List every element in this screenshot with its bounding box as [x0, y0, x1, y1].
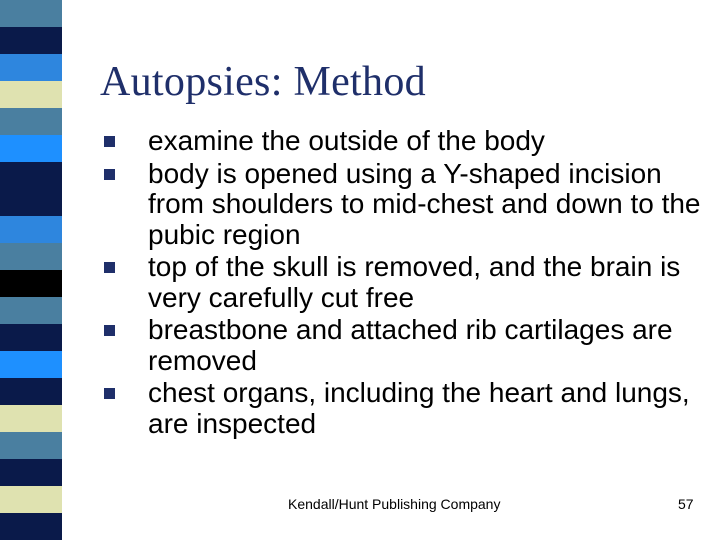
bullet-item [104, 159, 704, 251]
bullet-text: chest organs, including the heart and lungs, are inspected [148, 377, 690, 439]
bullet-item [104, 315, 704, 376]
stripe-block [0, 135, 62, 162]
stripe-block [0, 189, 62, 216]
stripe-block [0, 216, 62, 243]
stripe-block [0, 378, 62, 405]
stripe-block [0, 432, 62, 459]
stripe-block [0, 486, 62, 513]
bullet-text: body is opened using a Y-shaped incision from shoulders to mid-chest and down to the pubic region [148, 157, 701, 250]
bullet-text: examine the outside of the body [148, 125, 545, 156]
stripe-block [0, 162, 62, 189]
bullet-item [104, 252, 704, 313]
stripe-block [0, 108, 62, 135]
stripe-block [0, 297, 62, 324]
stripe-block [0, 0, 62, 27]
footer-publisher: Kendall/Hunt Publishing Company [288, 496, 501, 512]
decorative-stripe-bar [0, 0, 62, 540]
bullet-text: breastbone and attached rib cartilages are removed [148, 314, 673, 376]
stripe-block [0, 405, 62, 432]
square-bullet-icon [104, 262, 115, 273]
slide-title: Autopsies: Method [100, 59, 426, 105]
stripe-block [0, 27, 62, 54]
square-bullet-icon [104, 136, 115, 147]
square-bullet-icon [104, 325, 115, 336]
stripe-block [0, 54, 62, 81]
stripe-block [0, 351, 62, 378]
stripe-block [0, 243, 62, 270]
stripe-block [0, 81, 62, 108]
stripe-block [0, 324, 62, 351]
stripe-block [0, 459, 62, 486]
square-bullet-icon [104, 169, 115, 180]
bullet-item [104, 378, 704, 439]
square-bullet-icon [104, 388, 115, 399]
bullet-list [104, 126, 704, 441]
stripe-block [0, 270, 62, 297]
page-number: 57 [678, 496, 694, 512]
stripe-block [0, 513, 62, 540]
bullet-item [104, 126, 704, 157]
bullet-text: top of the skull is removed, and the brain is very carefully cut free [148, 251, 681, 313]
